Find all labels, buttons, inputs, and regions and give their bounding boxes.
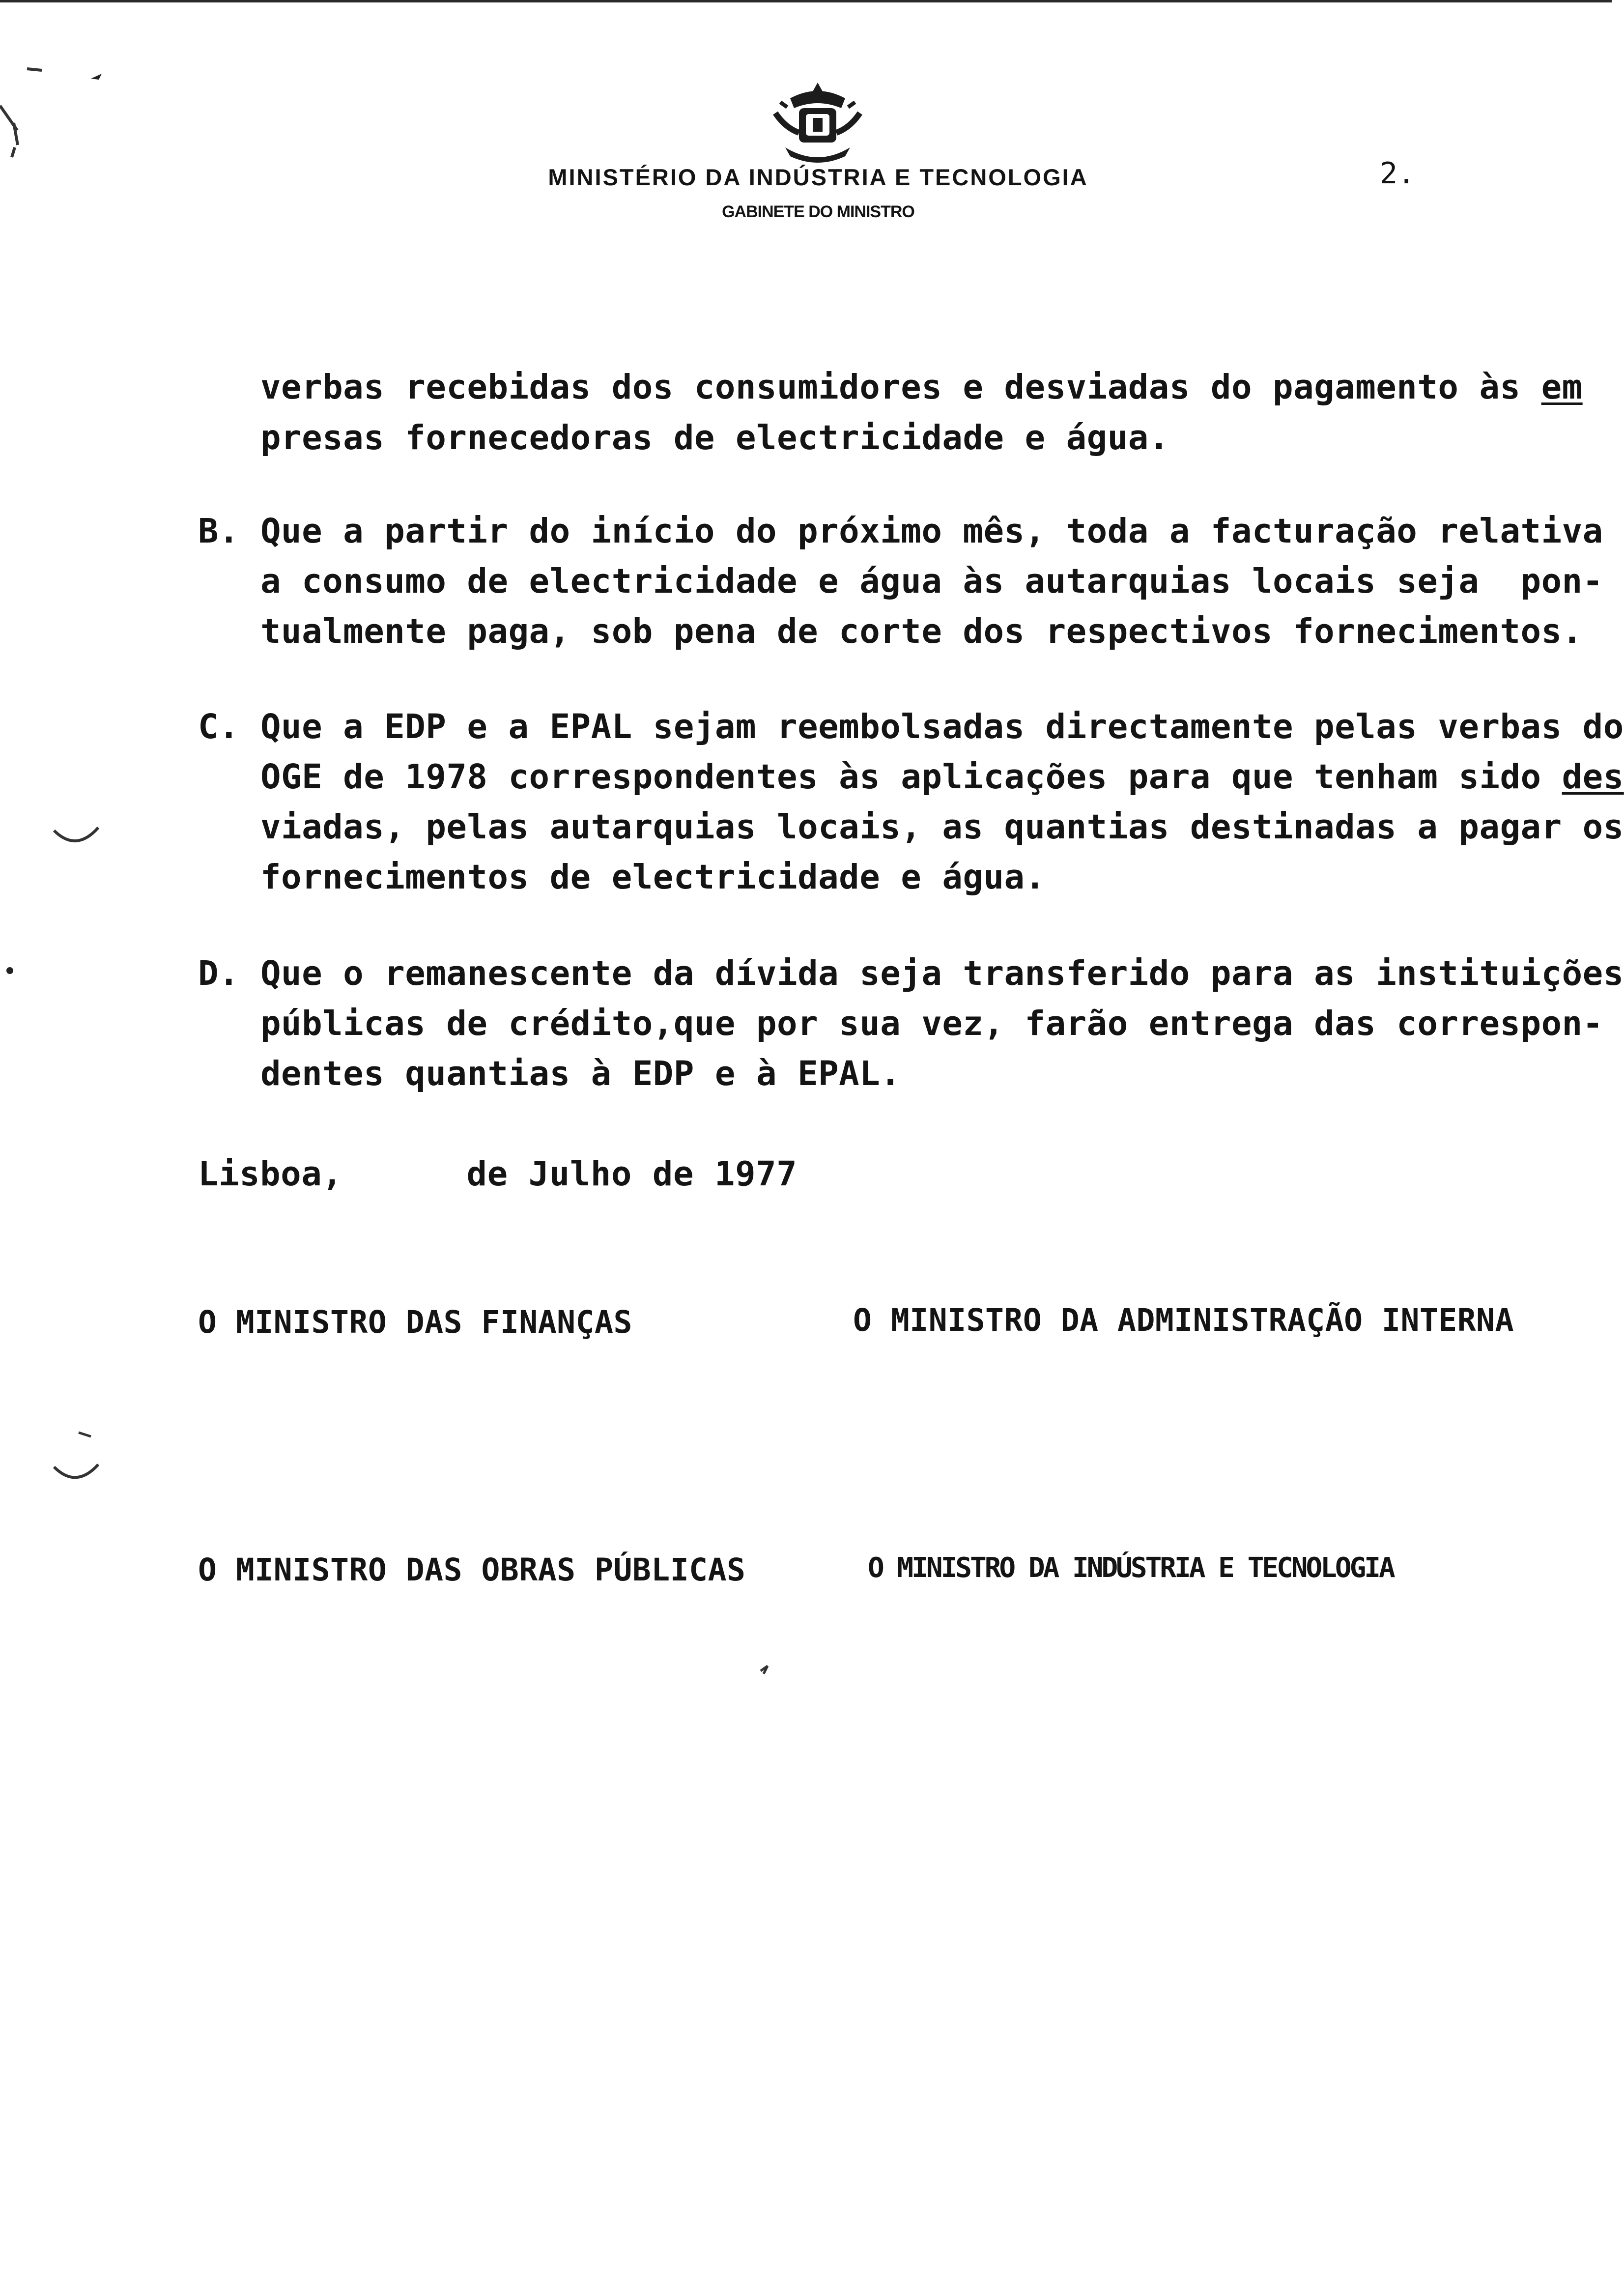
ministry-heading: MINISTÉRIO DA INDÚSTRIA E TECNOLOGIA: [548, 164, 1088, 190]
page-number: 2.: [1380, 156, 1416, 191]
intro-line-1: [260, 362, 1583, 412]
item-b-line-1: Que a partir do início do próximo mês, toda a facturação relativa: [260, 512, 1603, 551]
intro-line-2: presas fornecedoras de electricidade e água.: [260, 418, 1169, 458]
item-b-line-2: a consumo de electricidade e água às autarquias locais seja pon-: [260, 562, 1603, 601]
item-d-letter: D.: [198, 954, 240, 993]
coat-of-arms-icon: [770, 79, 865, 167]
signature-industry: O MINISTRO DA INDÚSTRIA E TECNOLOGIA: [868, 1552, 1394, 1584]
office-subheading: GABINETE DO MINISTRO: [722, 202, 914, 221]
item-c-letter: C.: [198, 707, 240, 746]
item-c-line-2-hyphen-part: des: [1562, 757, 1624, 797]
item-c-line-2: [260, 752, 1624, 802]
signature-public-works: O MINISTRO DAS OBRAS PÚBLICAS: [198, 1552, 746, 1588]
item-c-line-4: fornecimentos de electricidade e água.: [260, 858, 1046, 897]
item-b-letter: B.: [198, 512, 240, 551]
item-c-line-1: Que a EDP e a EPAL sejam reembolsadas directamente pelas verbas do: [260, 707, 1624, 746]
item-b-line-3: tualmente paga, sob pena de corte dos respectivos fornecimentos.: [260, 612, 1583, 651]
signature-finance: O MINISTRO DAS FINANÇAS: [198, 1304, 632, 1340]
intro-line-1-text: verbas recebidas dos consumidores e desviadas do pagamento às: [260, 368, 1541, 407]
item-d-line-3: dentes quantias à EDP e à EPAL.: [260, 1054, 901, 1093]
item-c-line-2-text: OGE de 1978 correspondentes às aplicações para que tenham sido: [260, 757, 1562, 797]
item-d-line-1: Que o remanescente da dívida seja transferido para as instituições: [260, 954, 1624, 993]
item-d-line-2: públicas de crédito,que por sua vez, farão entrega das correspon-: [260, 1004, 1603, 1043]
date-line: Lisboa, de Julho de 1977: [198, 1154, 798, 1194]
signature-internal-admin: O MINISTRO DA ADMINISTRAÇÃO INTERNA: [853, 1302, 1514, 1338]
item-c-line-3: viadas, pelas autarquias locais, as quantias destinadas a pagar os: [260, 807, 1624, 847]
intro-line-1-hyphen-part: em: [1541, 368, 1583, 407]
